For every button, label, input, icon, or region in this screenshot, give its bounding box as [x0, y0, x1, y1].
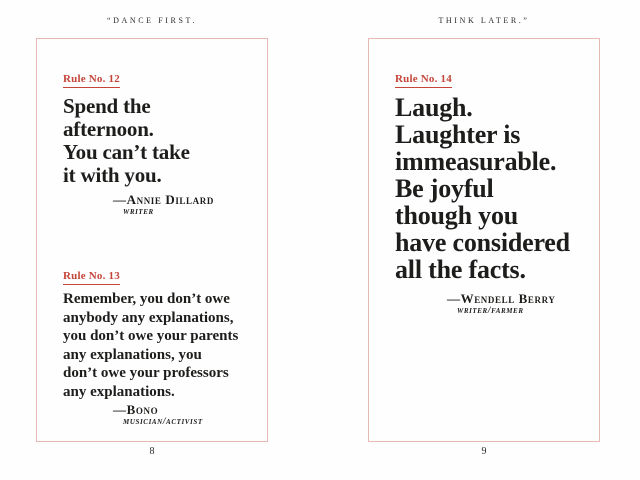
- rule-box-left: [36, 38, 268, 442]
- quote-line: don’t owe your professors: [63, 365, 229, 381]
- rule-14-attribution: [447, 292, 591, 317]
- quote-line: immeasurable.: [395, 147, 557, 176]
- quote-line: You can’t take: [63, 140, 190, 164]
- quote-line: Be joyful: [395, 174, 494, 203]
- rule-13-quote: [63, 290, 259, 401]
- rule-12: [63, 69, 259, 218]
- rule-12-label: Rule No. 12: [63, 73, 120, 88]
- quote-line: any explanations.: [63, 383, 175, 400]
- rule-box-right: [368, 38, 600, 442]
- rule-13: [63, 266, 259, 428]
- quote-line: Remember, you don’t owe: [63, 291, 230, 307]
- running-head-right: THINK LATER.”: [438, 16, 530, 25]
- rule-13-attribution: [113, 403, 259, 428]
- rule-12-attribution: [113, 193, 259, 218]
- quote-line: afternoon.: [63, 117, 154, 141]
- attribution-role: writer: [123, 207, 154, 217]
- quote-line: any explanations, you: [63, 346, 202, 363]
- running-head-left: “DANCE FIRST.: [106, 16, 198, 25]
- rule-13-label: Rule No. 13: [63, 270, 120, 285]
- attribution-name: —Bono: [113, 402, 159, 417]
- quote-line: Laugh.: [395, 93, 473, 122]
- attribution-role: writer/farmer: [457, 306, 524, 316]
- attribution-role: musician/activist: [123, 417, 203, 427]
- attribution-name: —Annie Dillard: [113, 192, 214, 207]
- rule-14: [395, 69, 591, 317]
- quote-line: Spend the: [63, 94, 151, 118]
- quote-line: though you: [395, 201, 518, 230]
- attribution-name: —Wendell Berry: [447, 291, 556, 306]
- quote-line: it with you.: [63, 163, 162, 187]
- quote-line: anybody any explanations,: [63, 309, 234, 326]
- quote-line: have considered: [395, 228, 570, 257]
- page-number-right: 9: [481, 446, 487, 457]
- quote-line: Laughter is: [395, 120, 521, 149]
- page-number-left: 8: [149, 446, 155, 457]
- rule-14-quote: [395, 94, 591, 283]
- quote-line: all the facts.: [395, 255, 526, 284]
- rule-14-label: Rule No. 14: [395, 73, 452, 88]
- quote-line: you don’t owe your parents: [63, 328, 239, 344]
- rule-12-quote: [63, 95, 259, 187]
